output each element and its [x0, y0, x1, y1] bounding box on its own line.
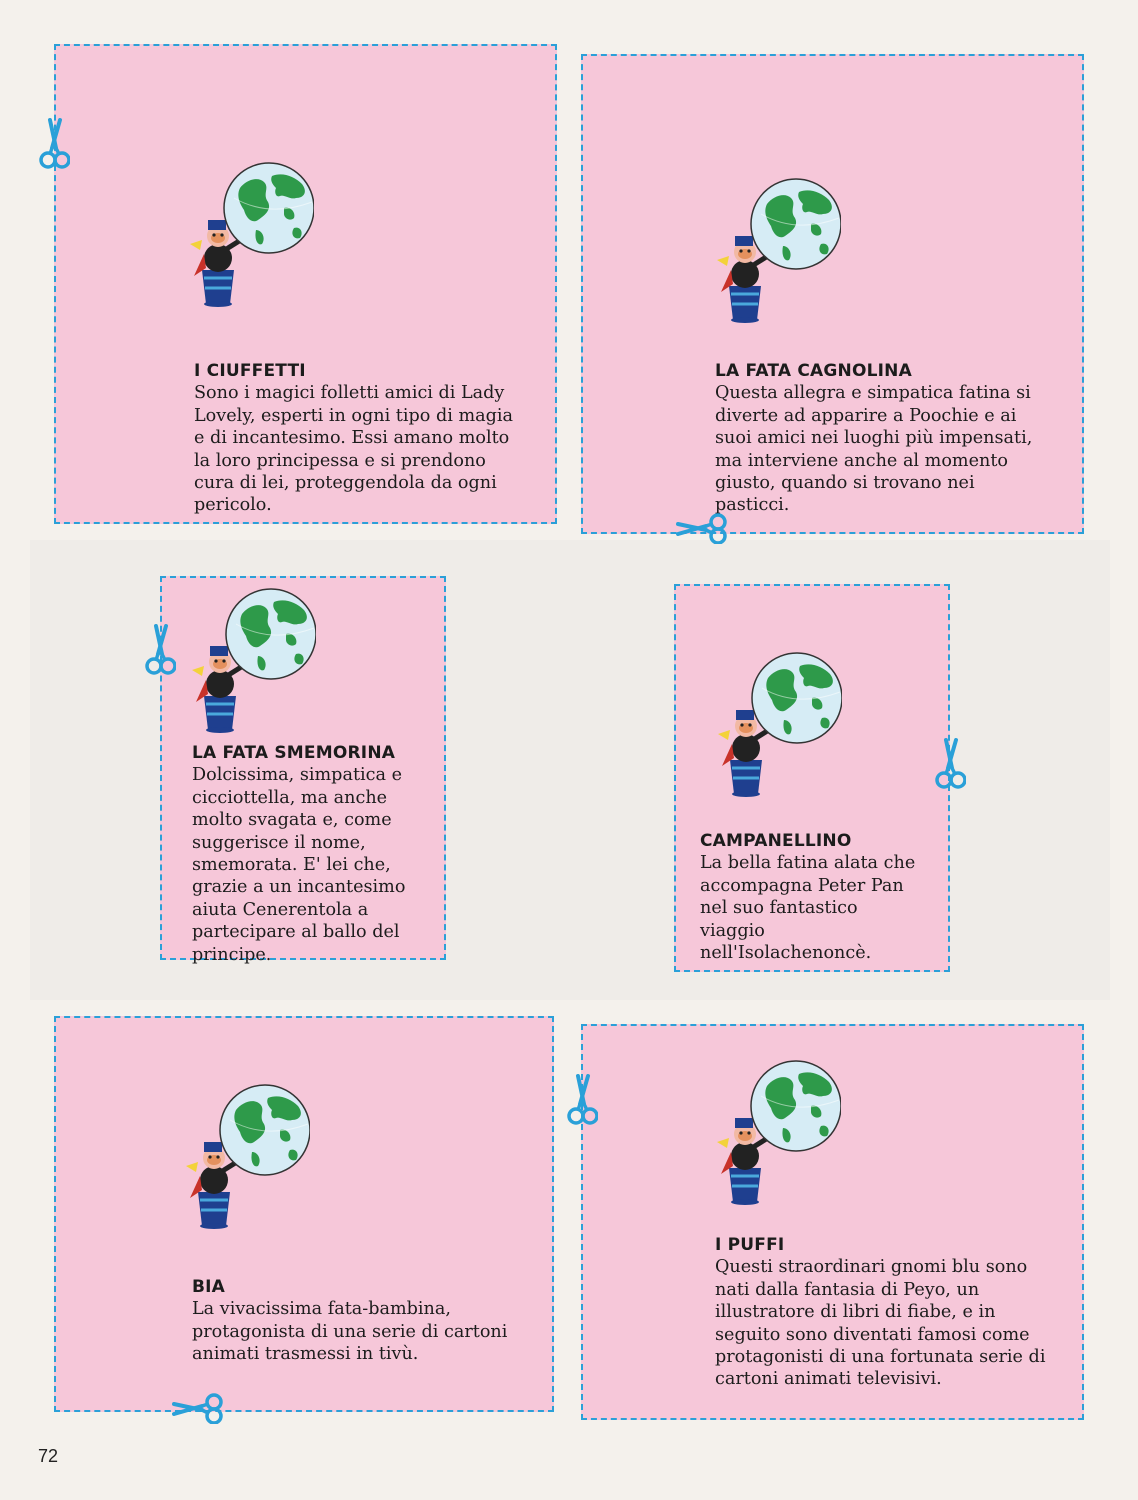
card-body: Dolcissima, simpatica e cicciottella, ma anche molto svagata e, come suggerisce il nome, smemorata. E' lei che, grazie a un incantesimo aiuta Cenerentola a partecipare al ballo del principe. [192, 765, 406, 965]
page-number: 72 [38, 1446, 59, 1466]
card-title: BIA [192, 1277, 226, 1297]
card-title: LA FATA SMEMORINA [192, 743, 396, 763]
card-title: CAMPANELLINO [700, 831, 852, 851]
scissors-icon [934, 738, 966, 794]
card-body: La vivacissima fata-bambina, protagonista di una serie di cartoni animati trasmessi in tivù. [192, 1299, 508, 1365]
card-body: Questi straordinari gnomi blu sono nati dalla fantasia di Peyo, un illustratore di libri di fiabe, e in seguito sono diventati famosi come protagonisti di una fortunata serie di cartoni animati televisivi. [715, 1257, 1046, 1390]
globe-icon [712, 648, 842, 798]
scissors-icon [38, 118, 70, 174]
scissors-icon [566, 1074, 598, 1130]
card-title: LA FATA CAGNOLINA [715, 361, 912, 381]
globe-icon [186, 584, 316, 734]
scissors-icon [676, 512, 732, 544]
scissors-icon [144, 624, 176, 680]
card-body: Questa allegra e simpatica fatina si diverte ad apparire a Poochie e ai suoi amici nei luoghi più impensati, ma interviene anche al momento giusto, quando si trovano nei pasticci. [715, 383, 1033, 516]
globe-icon [711, 174, 841, 324]
card-i-puffi [581, 1024, 1084, 1420]
globe-icon [180, 1080, 310, 1230]
card-la-fata-smemorina [160, 576, 446, 965]
card-i-ciuffetti [54, 44, 557, 524]
globe-icon [711, 1056, 841, 1206]
card-campanellino [674, 584, 950, 972]
scissors-icon [172, 1392, 228, 1424]
globe-icon [184, 158, 314, 308]
card-la-fata-cagnolina [581, 54, 1084, 534]
card-title: I CIUFFETTI [194, 361, 306, 381]
card-body: Sono i magici folletti amici di Lady Lovely, esperti in ogni tipo di magia e di incantesimo. Essi amano molto la loro principessa e si prendono cura di lei, proteggendola da ogni pericolo. [194, 383, 513, 516]
card-title: I PUFFI [715, 1235, 785, 1255]
card-body: La bella fatina alata che accompagna Peter Pan nel suo fantastico viaggio nell'Isolachenoncè. [700, 853, 916, 964]
card-bia [54, 1016, 554, 1412]
